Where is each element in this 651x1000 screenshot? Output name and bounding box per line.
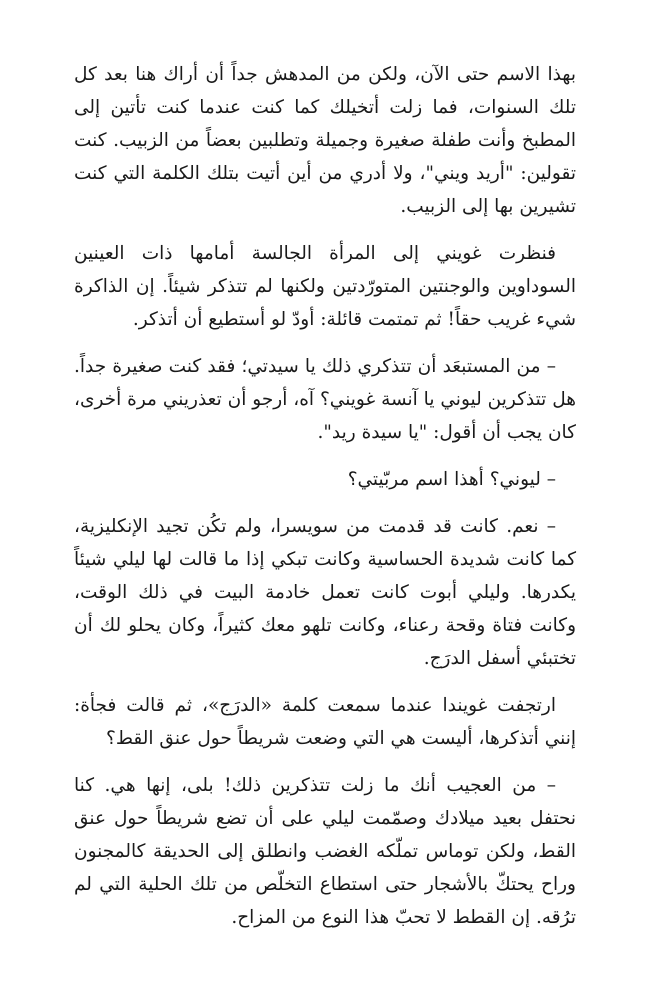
- paragraph-4: – ليوني؟ أهذا اسم مربّيتي؟: [347, 469, 556, 490]
- paragraph-5: – نعم. كانت قد قدمت من سويسرا، ولم تكُن تجيد الإنكليزية، كما كانت شديدة الحساسية وكانت تبكي إذا ما قالت لها ليلي شيئاً يكدرها. وليلي أبوت كانت تعمل خادمة البيت في ذلك الوقت، وكانت فتاة وقحة رعناء، وكانت تلهو معك كثيراً، وكان يحلو لك أن تختبئي أسفل الدرَج.: [74, 516, 576, 669]
- paragraph-1: بهذا الاسم حتى الآن، ولكن من المدهش جداً أن أراك هنا بعد كل تلك السنوات، فما زلت أتخيلك كما كنت عندما كنت تأتين إلى المطبخ وأنت طفلة صغيرة وجميلة وتطلبين بعضاً من الزبيب. كنت تقولين: "أريد ويني"، ولا أدري من أين أتيت بتلك الكلمة التي كنت تشيرين بها إلى الزبيب.: [74, 64, 576, 217]
- paragraph-3: – من المستبعَد أن تتذكري ذلك يا سيدتي؛ فقد كنت صغيرة جداً. هل تتذكرين ليوني يا آنسة غويني؟ آه، أرجو أن تعذريني مرة أخرى، كان يجب أن أقول: "يا سيدة ريد".: [74, 356, 576, 443]
- paragraph-6: ارتجفت غويندا عندما سمعت كلمة «الدرَج»، ثم قالت فجأة: إنني أتذكرها، أليست هي التي وضعت شريطاً حول عنق القط؟: [74, 695, 576, 749]
- book-page: [74, 58, 576, 934]
- paragraph-7: – من العجيب أنك ما زلت تتذكرين ذلك! بلى، إنها هي. كنا نحتفل بعيد ميلادك وصمّمت ليلي على أن تضع شريطاً حول عنق القط، ولكن توماس تملّكه الغضب وانطلق إلى الحديقة كالمجنون وراح يحتكّ بالأشجار حتى استطاع التخلّص من تلك الحلية التي لم ترُقه. إن القطط لا تحبّ هذا النوع من المزاح.: [74, 775, 576, 928]
- paragraph-2: فنظرت غويني إلى المرأة الجالسة أمامها ذات العينين السوداوين والوجنتين المتورّدتين ولكنها لم تتذكر شيئاً. إن الذاكرة شيء غريب حقاً! ثم تمتمت قائلة: أودّ لو أستطيع أن أتذكر.: [74, 243, 576, 330]
